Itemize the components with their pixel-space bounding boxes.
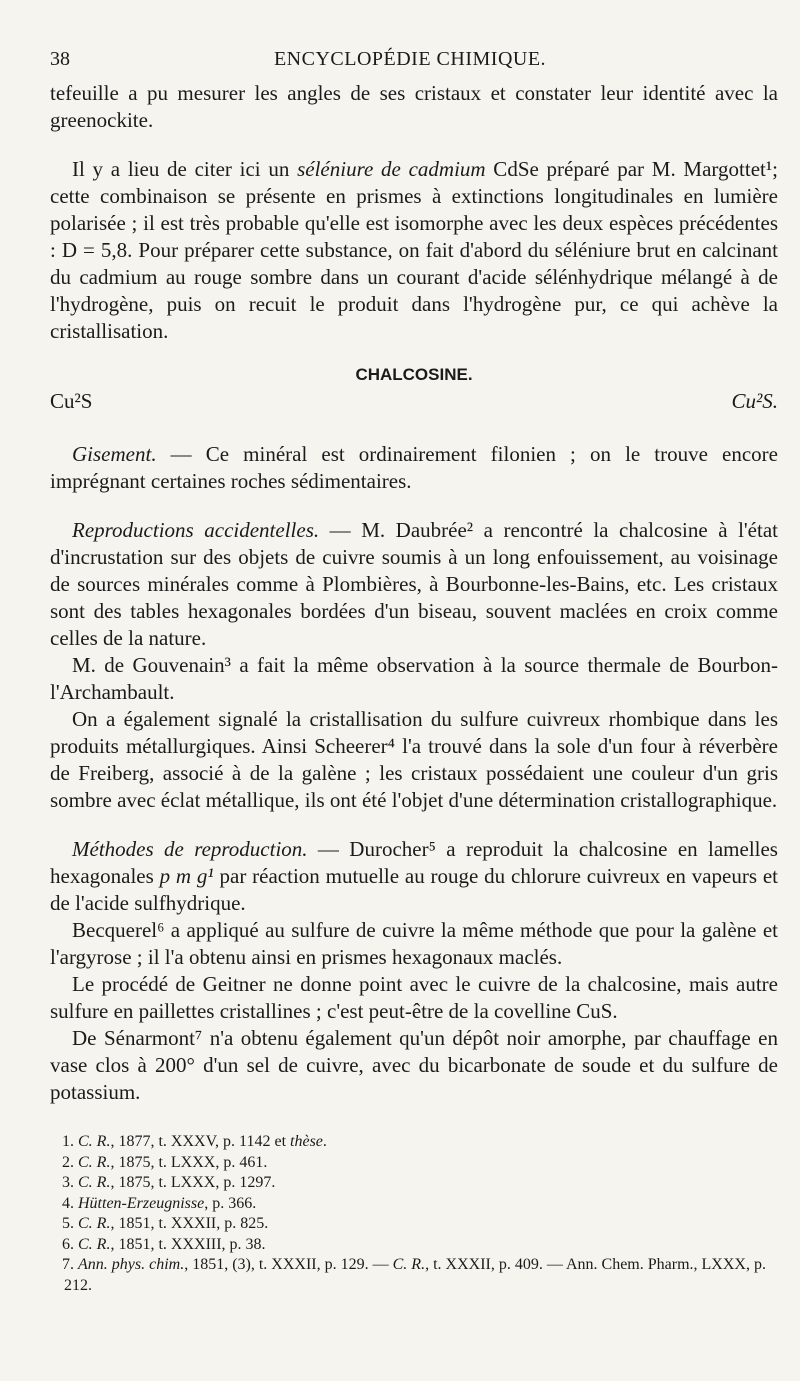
- formula-left: Cu²S: [50, 389, 93, 413]
- footnote-number: 5.: [62, 1215, 74, 1232]
- footnote-ref: C. R.: [78, 1133, 111, 1150]
- footnote-text: , 1875, t. LXXX, p. 1297.: [110, 1174, 276, 1191]
- footnote-number: 1.: [62, 1133, 74, 1150]
- footnote: [50, 1173, 778, 1194]
- paragraph-scheerer: On a également signalé la cristallisation du sulfure cuivreux rhombique dans les produits métallurgiques. Ainsi Scheerer⁴ l'a trouvé dans la sole d'un four à réverbère de Freiberg, associé à de la galène ; les cristaux possédaient une couleur d'un gris sombre avec éclat métallique, ils ont été l'objet d'une détermination cristallographique.: [50, 707, 778, 812]
- footnote: [50, 1194, 778, 1215]
- footnote-number: 3.: [62, 1174, 74, 1191]
- footnote: [50, 1235, 778, 1256]
- section-title: CHALCOSINE.: [355, 365, 473, 384]
- page-body: [50, 80, 778, 1296]
- text-run: CdSe préparé par M. Margottet¹; cette combinaison se présente en prismes à extinctions longitudinales en lumière polarisée ; il est très probable qu'elle est isomorphe avec les deux espèces précédentes : D = 5,8. Pour préparer cette substance, on fait d'abord du séléniure brut en calcinant du cadmium au rouge sombre dans un courant d'acide sélénhydrique mélangé à de l'hydrogène, puis on recuit le produit dans l'hydrogène pur, ce qui achève la cristallisation.: [50, 157, 778, 343]
- footnote-text: , p. 366.: [204, 1194, 257, 1212]
- paragraph-lead: Méthodes de reproduction.: [72, 837, 308, 861]
- footnote-ref: C. R.: [78, 1153, 111, 1171]
- footnotes: [50, 1132, 778, 1296]
- text-run: — M. Daubrée² a rencontré la chalcosine à l'état d'incrustation sur des objets de cuivre soumis à un long enfouissement, au voisinage de sources minérales comme à Plombières, à Bourbonne-les-Bains, etc. Les cristaux sont des tables hexagonales bordées d'un biseau, souvent maclées en croix comme celles de la nature.: [50, 518, 778, 650]
- footnote: [50, 1132, 778, 1153]
- footnote-ref: C. R.: [392, 1256, 426, 1273]
- footnote-ref: Hütten-Erzeugnisse: [78, 1194, 205, 1212]
- paragraph-gouvenain: M. de Gouvenain³ a fait la même observation à la source thermale de Bourbon-l'Archambault.: [50, 653, 778, 704]
- footnote-text: , 1875, t. LXXX, p. 461.: [110, 1153, 268, 1171]
- paragraph-cadmium-selenide: [50, 156, 778, 345]
- paragraph-lead: Gisement.: [72, 442, 157, 466]
- emphasis-term: séléniure de cadmium: [297, 157, 486, 181]
- footnote: [50, 1214, 778, 1235]
- footnote-ref: C. R.: [78, 1235, 111, 1253]
- text-run: Il y a lieu de citer ici un: [72, 157, 298, 181]
- page-number: 38: [50, 48, 70, 70]
- footnote-text: , 1877, t. XXXV, p. 1142 et: [110, 1133, 291, 1150]
- paragraph-lead: Reproductions accidentelles.: [72, 518, 320, 542]
- footnote-text: , t. XXXII, p. 409. — Ann. Chem. Pharm., LXXX, p. 212.: [64, 1256, 766, 1294]
- paragraph-methodes: [50, 836, 778, 917]
- running-title: ENCYCLOPÉDIE CHIMIQUE.: [273, 48, 547, 70]
- paragraph-reproductions: [50, 517, 778, 652]
- footnote-ref: C. R.: [78, 1174, 111, 1191]
- footnote-text: , 1851, (3), t. XXXII, p. 129. —: [184, 1256, 393, 1273]
- footnote-text: .: [322, 1133, 327, 1150]
- footnote: [50, 1153, 778, 1174]
- paragraph-becquerel: Becquerel⁶ a appliqué au sulfure de cuivre la même méthode que pour la galène et l'argyrose ; il l'a obtenu ainsi en prismes hexagonaux maclés.: [50, 918, 778, 969]
- emphasis-term: p m g¹: [159, 864, 214, 888]
- page-header: [50, 48, 770, 76]
- footnote-number: 4.: [62, 1194, 74, 1212]
- section-heading: [50, 365, 778, 427]
- text-run: — Ce minéral est ordinairement filonien ; on le trouve encore imprégnant certaines roches sédimentaires.: [50, 442, 778, 493]
- text-run: — Durocher⁵ a reproduit la chalcosine en lamelles hexagonales: [50, 837, 778, 888]
- footnote-number: 6.: [62, 1235, 74, 1253]
- paragraph-continuation: tefeuille a pu mesurer les angles de ses cristaux et constater leur identité avec la greenockite.: [50, 81, 778, 132]
- paragraph-gisement: [50, 441, 778, 495]
- paragraph-geitner: Le procédé de Geitner ne donne point avec le cuivre de la chalcosine, mais autre sulfure en paillettes cristallines ; c'est peut-être de la covelline CuS.: [50, 972, 778, 1023]
- footnote-text: , 1851, t. XXXII, p. 825.: [110, 1215, 269, 1232]
- footnote-ref: thèse: [290, 1133, 323, 1150]
- footnote-text: , 1851, t. XXXIII, p. 38.: [110, 1235, 266, 1253]
- footnote-ref: Ann. phys. chim.: [78, 1256, 185, 1273]
- footnote-ref: C. R.: [78, 1215, 111, 1232]
- footnote-number: 7.: [62, 1256, 74, 1273]
- footnote-number: 2.: [62, 1153, 74, 1171]
- paragraph-senarmont: De Sénarmont⁷ n'a obtenu également qu'un dépôt noir amorphe, par chauffage en vase clos à 200° d'un sel de cuivre, avec du bicarbonate de soude et du sulfure de potassium.: [50, 1026, 778, 1104]
- text-run: par réaction mutuelle au rouge du chlorure cuivreux en vapeurs et de l'acide sulfhydrique.: [50, 864, 778, 915]
- footnote: [50, 1255, 778, 1296]
- formula-right: Cu²S.: [731, 389, 778, 413]
